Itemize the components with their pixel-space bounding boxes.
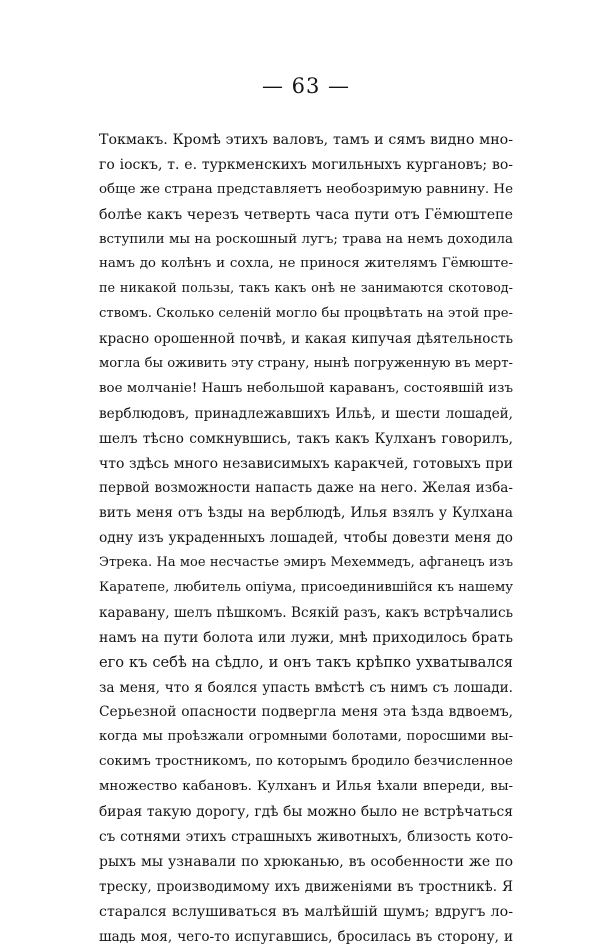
text-line: когда мы проѣзжали огромными болотами, поросшими вы- xyxy=(99,725,513,750)
text-line: болѣе какъ черезъ четверть часа пути отъ Гёмюштепе xyxy=(99,203,513,228)
text-line: намъ на пути болота или лужи, мнѣ приходилось брать xyxy=(99,626,513,651)
text-line: вить меня отъ ѣзды на верблюдѣ, Илья взялъ у Кулхана xyxy=(99,501,513,526)
text-line: верблюдовъ, принадлежавшихъ Ильѣ, и шести лошадей, xyxy=(99,402,513,427)
text-line: Серьезной опасности подвергла меня эта ѣзда вдвоемъ, xyxy=(99,700,513,725)
page-number: — 63 — xyxy=(0,74,612,98)
text-line: первой возможности напасть даже на него. Желая изба- xyxy=(99,476,513,501)
text-line: множество кабановъ. Кулханъ и Илья ѣхали впереди, вы- xyxy=(99,775,513,800)
text-line: Токмакъ. Кромѣ этихъ валовъ, тамъ и сямъ видно мно- xyxy=(99,128,513,153)
text-line: что здѣсь много независимыхъ каракчей, готовыхъ при xyxy=(99,452,513,477)
text-line: сокимъ тростникомъ, по которымъ бродило безчисленное xyxy=(99,750,513,775)
text-line: вступили мы на роскошный лугъ; трава на немъ доходила xyxy=(99,228,513,253)
text-line: го іоскъ, т. е. туркменскихъ могильныхъ кургановъ; во- xyxy=(99,153,513,178)
text-line: одну изъ украденныхъ лошадей, чтобы довезти меня до xyxy=(99,526,513,551)
text-line: за меня, что я боялся упасть вмѣстѣ съ нимъ съ лошади. xyxy=(99,676,513,701)
text-line: треску, производимому ихъ движеніями въ тростникѣ. Я xyxy=(99,875,513,900)
text-line: каравану, шелъ пѣшкомъ. Всякій разъ, какъ встрѣчались xyxy=(99,601,513,626)
body-text xyxy=(99,128,513,949)
text-line: ствомъ. Сколько селеній могло бы процвѣтать на этой пре- xyxy=(99,302,513,327)
text-line: съ сотнями этихъ страшныхъ животныхъ, близость кото- xyxy=(99,825,513,850)
text-line: обще же страна представляетъ необозримую равнину. Не xyxy=(99,178,513,203)
text-line: старался вслушиваться въ малѣйшій шумъ; вдругъ ло- xyxy=(99,900,513,925)
text-line: его къ себѣ на сѣдло, и онъ такъ крѣпко ухватывался xyxy=(99,651,513,676)
text-line: намъ до колѣнъ и сохла, не принося жителямъ Гёмюште- xyxy=(99,252,513,277)
text-line: шадь моя, чего-то испугавшись, бросилась въ сторону, и xyxy=(99,925,513,949)
text-line: красно орошенной почвѣ, и какая кипучая дѣятельность xyxy=(99,327,513,352)
text-line: могла бы оживить эту страну, нынѣ погруженную въ мерт- xyxy=(99,352,513,377)
text-line: пе никакой пользы, такъ какъ онѣ не занимаются скотовод- xyxy=(99,277,513,302)
text-line: Этрека. На мое несчастье эмиръ Мехеммедъ, афганецъ изъ xyxy=(99,551,513,576)
text-line: шелъ тѣсно сомкнувшись, такъ какъ Кулханъ говорилъ, xyxy=(99,427,513,452)
text-line: рыхъ мы узнавали по хрюканью, въ особенности же по xyxy=(99,850,513,875)
text-line: вое молчаніе! Нашъ небольшой караванъ, состоявшій изъ xyxy=(99,377,513,402)
text-line: Каратепе, любитель опіума, присоединившійся къ нашему xyxy=(99,576,513,601)
text-line: бирая такую дорогу, гдѣ бы можно было не встрѣчаться xyxy=(99,800,513,825)
